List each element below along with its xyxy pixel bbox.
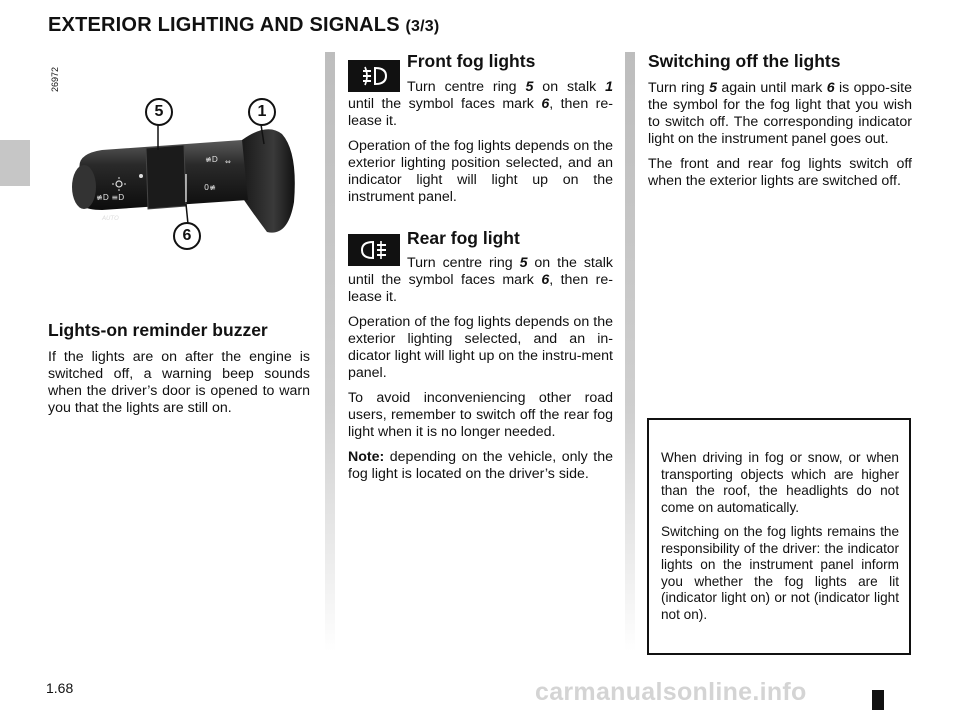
front-fog-section: [348, 79, 613, 206]
ring-ref: 5: [519, 255, 528, 271]
mark-ref: 6: [541, 96, 550, 112]
svg-text:0≢: 0≢: [204, 183, 216, 192]
watermark: carmanualsonline.info: [535, 678, 807, 706]
switching-off-paragraph-1: Turn ring 5 again until mark 6 is oppo-site the symbol for the fog light that you wish to switch off. The corresponding indicator light on the instrument panel goes out.: [648, 80, 912, 147]
buzzer-paragraph: If the lights are on after the engine is switched off, a warning beep sounds when the driver’s door is opened to warn you that the lights are still on.: [48, 349, 310, 416]
rear-fog-heading: Rear fog light: [407, 228, 520, 248]
note-label: Note:: [348, 449, 385, 465]
rear-fog-paragraph-2: Operation of the fog lights depends on the exterior lighting selected, and an in-dicator light will light up on the instru-ment panel.: [348, 314, 613, 381]
page-title: [48, 14, 439, 37]
svg-text:⇔: ⇔: [225, 158, 231, 166]
page-number: 1.68: [46, 680, 74, 696]
mark-ref: 6: [541, 272, 550, 288]
svg-text:≢D: ≢D: [205, 155, 218, 164]
stalk-auto-label: AUTO: [102, 215, 119, 222]
stalk-ref: 1: [605, 79, 613, 95]
warning-paragraph-1: When driving in fog or snow, or when transporting objects which are higher than the roof, the headlights do not come on automatically.: [661, 450, 899, 515]
front-fog-paragraph-2: Operation of the fog lights depends on the exterior lighting position selected, and an indicator light will light up on the instrument panel.: [348, 138, 613, 205]
svg-text:≢D ≡D: ≢D ≡D: [96, 193, 125, 202]
warning-box: [647, 418, 911, 655]
column-divider-left: [325, 52, 335, 652]
footer-marker: [872, 690, 884, 710]
warning-paragraph-2: Switching on the fog lights remains the responsibility of the driver: the indicator lights on the instrument panel inform you whether the fog lights are lit (indicator light on) or not (indicator light not on).: [661, 524, 899, 622]
rear-fog-paragraph-1: Turn centre ring 5 on the stalk until the symbol faces mark 6, then re-lease it.: [348, 255, 613, 305]
rear-fog-section: [348, 255, 613, 483]
mark-ref: 6: [826, 80, 835, 96]
column-divider-right: [625, 52, 635, 652]
callout-6: 6: [173, 222, 201, 250]
buzzer-section: [48, 320, 310, 417]
switching-off-heading: Switching off the lights: [648, 51, 841, 71]
front-fog-paragraph-1: Turn centre ring 5 on stalk 1 until the symbol faces mark 6, then re-lease it.: [348, 79, 613, 129]
switching-off-paragraph-2: The front and rear fog lights switch off when the exterior lights are switched off.: [648, 156, 912, 189]
rear-fog-note: Note: depending on the vehicle, only the fog light is located on the driver’s side.: [348, 449, 613, 482]
ring-ref: 5: [525, 79, 534, 95]
photo-code: 26972: [50, 66, 60, 92]
switching-off-section: [648, 51, 912, 190]
callout-1: 1: [248, 98, 276, 126]
section-tab: [0, 140, 30, 186]
buzzer-heading: Lights-on reminder buzzer: [48, 320, 268, 340]
title-text: EXTERIOR LIGHTING AND SIGNALS: [48, 14, 400, 36]
ring-ref: 5: [709, 80, 717, 96]
title-suffix: (3/3): [405, 18, 440, 35]
rear-fog-paragraph-3: To avoid inconveniencing other road users, remember to switch off the rear fog light when it is no longer needed.: [348, 390, 613, 440]
callout-5: 5: [145, 98, 173, 126]
front-fog-heading: Front fog lights: [407, 51, 536, 71]
